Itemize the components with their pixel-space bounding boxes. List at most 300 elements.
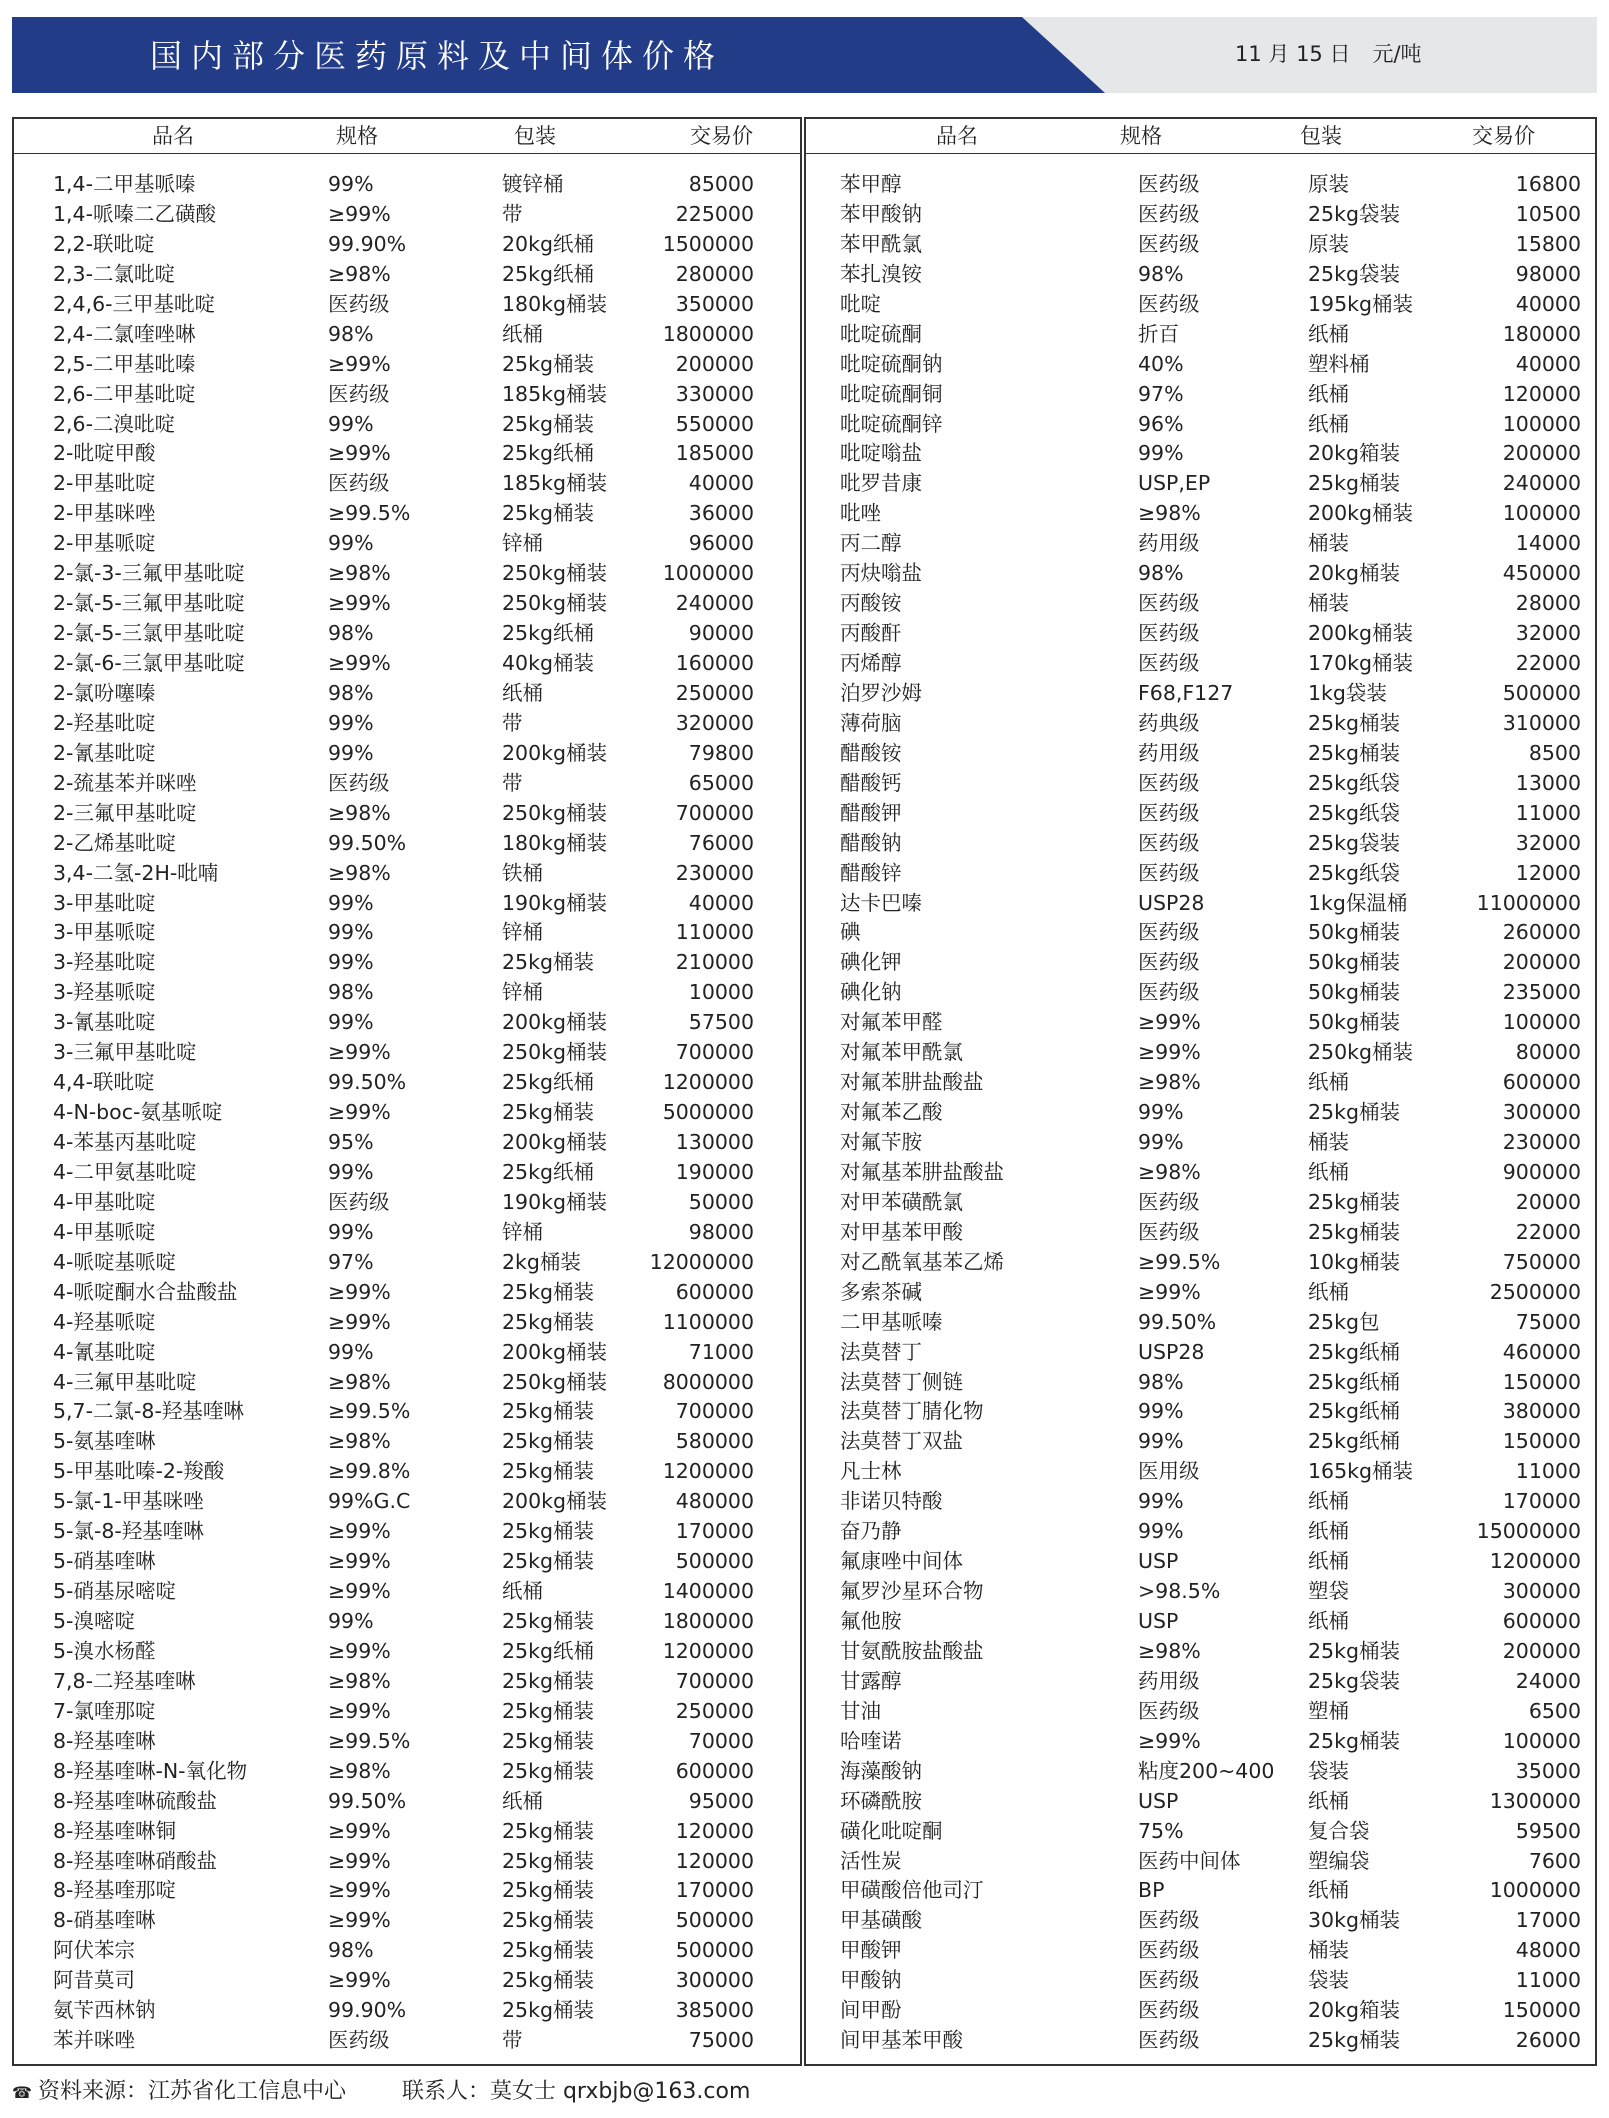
cell-price: 7600: [1528, 1848, 1581, 1873]
cell-price: 12000000: [649, 1249, 754, 1274]
cell-name: 5-硝基喹啉: [53, 1549, 156, 1574]
cell-package: 带: [502, 770, 523, 795]
cell-package: 25kg桶装: [502, 1549, 594, 1574]
cell-spec: 医药级: [1138, 950, 1200, 975]
cell-spec: 医药级: [1138, 172, 1200, 196]
cell-price: 700000: [675, 1040, 754, 1065]
table-row: [14, 1846, 800, 1876]
table-row: [806, 2025, 1595, 2055]
cell-name: 丙炔嗡盐: [840, 561, 922, 586]
cell-price: 15000000: [1476, 1519, 1581, 1544]
left-price-table: [14, 117, 800, 2066]
table-row: [806, 858, 1595, 888]
cell-price: 48000: [1515, 1938, 1581, 1963]
cell-name: 醋酸锌: [840, 860, 902, 885]
cell-name: 2-巯基苯并咪唑: [53, 770, 197, 795]
cell-price: 1800000: [662, 321, 754, 346]
table-row: [806, 319, 1595, 349]
cell-price: 250000: [675, 1698, 754, 1723]
cell-name: 5-氯-1-甲基咪唑: [53, 1489, 204, 1514]
cell-package: 纸桶: [1308, 321, 1349, 346]
cell-spec: ≥98%: [328, 1369, 391, 1394]
cell-package: 25kg桶装: [502, 1668, 594, 1693]
cell-package: 165kg桶装: [1308, 1459, 1414, 1484]
cell-name: 醋酸钙: [840, 770, 902, 795]
cell-name: 4-哌啶酮水合盐酸盐: [53, 1279, 238, 1304]
cell-spec: ≥98%: [1138, 1638, 1201, 1663]
cell-price: 260000: [1502, 920, 1581, 945]
cell-package: 纸桶: [1308, 411, 1349, 436]
table-row: [14, 1995, 800, 2025]
table-row: [806, 1606, 1595, 1636]
cell-price: 1200000: [662, 1638, 754, 1663]
cell-name: 氨苄西林钠: [53, 1998, 156, 2023]
table-row: [806, 1576, 1595, 1606]
table-row: [14, 1546, 800, 1576]
cell-package: 铁桶: [502, 860, 543, 885]
cell-price: 700000: [675, 1399, 754, 1424]
cell-price: 750000: [1502, 1249, 1581, 1274]
date-label: 11 月 15 日: [1235, 42, 1351, 66]
cell-package: 锌桶: [502, 980, 543, 1005]
contact-text: 联系人：莫女士 qrxbjb@163.com: [401, 2079, 751, 2104]
cell-price: 700000: [675, 800, 754, 825]
cell-spec: ≥99.8%: [328, 1459, 411, 1484]
cell-price: 600000: [1502, 1609, 1581, 1633]
cell-package: 纸桶: [1308, 1609, 1349, 1633]
cell-price: 1400000: [662, 1579, 754, 1604]
cell-name: 3-甲基吡啶: [53, 890, 156, 915]
cell-price: 120000: [1502, 381, 1581, 406]
cell-spec: 99%: [1138, 1519, 1184, 1544]
cell-spec: ≥99%: [328, 1848, 391, 1873]
cell-spec: ≥99%: [328, 591, 391, 616]
cell-name: 碘: [840, 920, 861, 945]
cell-name: 吡啶硫酮钠: [840, 351, 943, 376]
cell-spec: ≥99%: [328, 1279, 391, 1304]
cell-price: 20000: [1515, 1189, 1581, 1214]
table-row: [14, 1307, 800, 1337]
table-row: [14, 1037, 800, 1067]
cell-spec: ≥99.5%: [328, 1728, 411, 1753]
cell-spec: 99%: [1138, 441, 1184, 466]
cell-name: 8-羟基喹啉铜: [53, 1818, 176, 1843]
cell-name: 8-羟基喹啉硝酸盐: [53, 1848, 217, 1873]
cell-package: 纸桶: [502, 321, 543, 346]
cell-spec: 医药级: [328, 471, 390, 496]
cell-spec: 医药级: [328, 1189, 390, 1214]
table-row: [14, 1935, 800, 1965]
cell-spec: ≥99%: [1138, 1279, 1201, 1304]
cell-name: 吡唑: [840, 501, 881, 526]
cell-price: 95000: [688, 1788, 754, 1813]
cell-package: 25kg桶装: [1308, 2028, 1400, 2053]
cell-package: 200kg桶装: [1308, 621, 1414, 646]
cell-spec: 医药级: [1138, 201, 1200, 226]
cell-spec: 医药级: [1138, 621, 1200, 646]
cell-name: 8-羟基喹啉硫酸盐: [53, 1788, 217, 1813]
cell-price: 480000: [675, 1489, 754, 1514]
cell-price: 17000: [1515, 1908, 1581, 1933]
cell-spec: 医药级: [1138, 1908, 1200, 1933]
cell-package: 170kg桶装: [1308, 651, 1414, 675]
table-row: [14, 259, 800, 289]
table-row: [806, 379, 1595, 409]
cell-price: 79800: [688, 740, 754, 765]
cell-package: 25kg桶装: [502, 1519, 594, 1544]
cell-price: 310000: [1502, 710, 1581, 735]
cell-name: 甘露醇: [840, 1668, 902, 1693]
footer: [12, 2075, 750, 2109]
table-row: [14, 1396, 800, 1426]
cell-name: 4-氰基吡啶: [53, 1339, 156, 1364]
table-body: [14, 169, 800, 2055]
cell-package: 20kg纸桶: [502, 231, 594, 256]
cell-price: 550000: [675, 411, 754, 436]
cell-price: 300000: [675, 1968, 754, 1993]
cell-package: 250kg桶装: [502, 561, 608, 586]
cell-name: 对氟苯甲醛: [840, 1010, 943, 1035]
cell-package: 25kg桶装: [502, 950, 594, 975]
table-row: [14, 1666, 800, 1696]
cell-price: 5000000: [662, 1100, 754, 1125]
cell-spec: 98%: [328, 321, 374, 346]
cell-package: 25kg纸桶: [502, 1159, 594, 1184]
cell-price: 120000: [675, 1818, 754, 1843]
table-row: [806, 1516, 1595, 1546]
table-row: [14, 1576, 800, 1606]
table-row: [806, 1636, 1595, 1666]
cell-name: 吡啶: [840, 291, 881, 316]
table-row: [14, 1127, 800, 1157]
cell-name: 4-N-boc-氨基哌啶: [53, 1100, 223, 1125]
cell-price: 250000: [675, 680, 754, 705]
cell-spec: 99%: [328, 1010, 374, 1035]
table-row: [14, 678, 800, 708]
cell-spec: 药用级: [1138, 740, 1200, 765]
cell-name: 3-甲基哌啶: [53, 920, 156, 945]
table-row: [806, 169, 1595, 199]
cell-spec: 96%: [1138, 411, 1184, 436]
cell-package: 塑桶: [1308, 1698, 1349, 1723]
cell-spec: 99%: [328, 1609, 374, 1633]
cell-name: 5-溴嘧啶: [53, 1609, 135, 1633]
cell-name: 吡啶嗡盐: [840, 441, 922, 466]
cell-spec: BP: [1138, 1878, 1165, 1903]
cell-spec: 药用级: [1138, 1668, 1200, 1693]
cell-name: 1,4-哌嗪二乙磺酸: [53, 201, 216, 226]
table-row: [14, 917, 800, 947]
table-row: [806, 1905, 1595, 1935]
cell-package: 50kg桶装: [1308, 920, 1400, 945]
cell-package: 200kg桶装: [502, 1010, 608, 1035]
cell-package: 复合袋: [1308, 1818, 1370, 1843]
cell-spec: 药典级: [1138, 710, 1200, 735]
cell-spec: 98%: [1138, 1369, 1184, 1394]
cell-price: 200000: [1502, 950, 1581, 975]
cell-spec: 99.90%: [328, 1998, 407, 2023]
cell-package: 25kg纸袋: [1308, 800, 1400, 825]
cell-name: 4-三氟甲基吡啶: [53, 1369, 197, 1394]
cell-name: 奋乃静: [840, 1519, 902, 1544]
cell-price: 96000: [688, 531, 754, 556]
table-row: [14, 977, 800, 1007]
col-header-spec: 规格: [336, 124, 378, 148]
cell-name: 2-氯吩噻嗪: [53, 680, 156, 705]
table-row: [14, 349, 800, 379]
cell-name: 对氟基苯肼盐酸盐: [840, 1159, 1004, 1184]
cell-package: 25kg纸桶: [1308, 1339, 1400, 1364]
cell-spec: 99%G.C: [328, 1489, 411, 1514]
col-header-package: 包装: [514, 124, 556, 148]
table-row: [806, 828, 1595, 858]
table-row: [14, 498, 800, 528]
cell-package: 25kg纸桶: [1308, 1429, 1400, 1454]
cell-package: 锌桶: [502, 531, 543, 556]
cell-spec: 95%: [328, 1130, 374, 1154]
table-row: [806, 409, 1595, 439]
cell-spec: 99%: [328, 1159, 374, 1184]
cell-package: 纸桶: [1308, 1519, 1349, 1544]
table-row: [806, 1247, 1595, 1277]
cell-spec: 医药级: [1138, 1998, 1200, 2023]
cell-package: 25kg桶装: [502, 1399, 594, 1424]
cell-name: 丙酸酐: [840, 621, 902, 646]
cell-price: 130000: [675, 1130, 754, 1154]
cell-price: 230000: [1502, 1130, 1581, 1154]
col-header-name: 品名: [936, 124, 978, 148]
table-row: [806, 618, 1595, 648]
table-row: [806, 1367, 1595, 1397]
cell-spec: ≥99%: [328, 1100, 391, 1125]
cell-name: 2-乙烯基吡啶: [53, 830, 176, 855]
cell-price: 50000: [688, 1189, 754, 1214]
cell-price: 8000000: [662, 1369, 754, 1394]
cell-spec: 医药级: [1138, 770, 1200, 795]
cell-name: 2-氯-5-三氯甲基吡啶: [53, 621, 245, 646]
cell-price: 28000: [1515, 591, 1581, 616]
cell-package: 纸桶: [1308, 1788, 1349, 1813]
cell-spec: 98%: [328, 1938, 374, 1963]
table-header: [14, 117, 800, 154]
cell-name: 5,7-二氯-8-羟基喹啉: [53, 1399, 244, 1424]
cell-spec: 99.50%: [1138, 1309, 1217, 1334]
cell-name: 间甲酚: [840, 1998, 902, 2023]
cell-spec: 99.50%: [328, 1070, 407, 1095]
cell-package: 锌桶: [502, 1219, 543, 1244]
cell-spec: ≥99%: [328, 1698, 391, 1723]
cell-package: 25kg桶装: [502, 1728, 594, 1753]
cell-price: 1100000: [662, 1309, 754, 1334]
cell-name: 2,5-二甲基吡嗪: [53, 351, 196, 376]
cell-package: 25kg桶装: [1308, 1189, 1400, 1214]
cell-spec: 医药级: [1138, 1219, 1200, 1244]
cell-spec: 99%: [328, 1219, 374, 1244]
cell-spec: 医药级: [1138, 830, 1200, 855]
cell-spec: ≥99%: [328, 1878, 391, 1903]
table-row: [806, 1217, 1595, 1247]
table-row: [806, 1546, 1595, 1576]
cell-spec: ≥99.5%: [1138, 1249, 1221, 1274]
cell-spec: 医药级: [328, 770, 390, 795]
cell-package: 原装: [1308, 172, 1349, 196]
cell-price: 600000: [675, 1279, 754, 1304]
cell-price: 120000: [675, 1848, 754, 1873]
cell-price: 16800: [1515, 172, 1581, 196]
cell-package: 190kg桶装: [502, 1189, 608, 1214]
cell-package: 25kg桶装: [502, 1848, 594, 1873]
cell-package: 250kg桶装: [502, 1369, 608, 1394]
cell-package: 25kg纸桶: [1308, 1399, 1400, 1424]
cell-package: 25kg袋装: [1308, 830, 1400, 855]
table-row: [806, 678, 1595, 708]
unit-label: 元/吨: [1372, 42, 1422, 66]
cell-price: 500000: [675, 1549, 754, 1574]
cell-package: 25kg桶装: [502, 1698, 594, 1723]
cell-spec: ≥99%: [1138, 1728, 1201, 1753]
table-row: [806, 1816, 1595, 1846]
cell-package: 25kg纸桶: [502, 1638, 594, 1663]
cell-name: 甲磺酸倍他司汀: [840, 1878, 984, 1903]
cell-name: 磺化吡啶酮: [840, 1818, 943, 1843]
cell-package: 桶装: [1308, 531, 1349, 556]
cell-spec: ≥99%: [328, 1818, 391, 1843]
table-row: [14, 708, 800, 738]
cell-price: 1500000: [662, 231, 754, 256]
table-row: [806, 1666, 1595, 1696]
cell-price: 26000: [1515, 2028, 1581, 2053]
cell-name: 2-氯-3-三氟甲基吡啶: [53, 561, 245, 586]
cell-price: 13000: [1515, 770, 1581, 795]
table-row: [14, 1217, 800, 1247]
cell-name: 苯扎溴铵: [840, 261, 922, 286]
cell-name: 2-氯-5-三氟甲基吡啶: [53, 591, 245, 616]
cell-name: 8-羟基喹啉-N-氧化物: [53, 1758, 248, 1783]
cell-package: 200kg桶装: [502, 1339, 608, 1364]
cell-spec: ≥98%: [328, 860, 391, 885]
cell-spec: 97%: [1138, 381, 1184, 406]
cell-price: 330000: [675, 381, 754, 406]
cell-price: 22000: [1515, 1219, 1581, 1244]
cell-price: 40000: [688, 471, 754, 496]
cell-name: 7,8-二羟基喹啉: [53, 1668, 196, 1693]
table-row: [806, 1875, 1595, 1905]
cell-spec: ≥98%: [1138, 1070, 1201, 1095]
cell-package: 25kg桶装: [1308, 710, 1400, 735]
cell-price: 1000000: [662, 561, 754, 586]
cell-spec: USP: [1138, 1788, 1179, 1813]
cell-price: 380000: [1502, 1399, 1581, 1424]
cell-name: 2-甲基吡啶: [53, 471, 156, 496]
cell-price: 59500: [1515, 1818, 1581, 1843]
table-row: [14, 1696, 800, 1726]
table-row: [806, 708, 1595, 738]
cell-spec: ≥99%: [328, 1549, 391, 1574]
cell-package: 25kg桶装: [502, 1998, 594, 2023]
cell-name: 海藻酸钠: [840, 1758, 922, 1783]
cell-name: 甲基磺酸: [840, 1908, 922, 1933]
right-price-table: [806, 117, 1595, 2066]
table-row: [14, 618, 800, 648]
table-row: [14, 1097, 800, 1127]
table-row: [14, 229, 800, 259]
cell-price: 1000000: [1489, 1878, 1581, 1903]
cell-package: 25kg袋装: [1308, 1668, 1400, 1693]
cell-package: 25kg桶装: [502, 1758, 594, 1783]
cell-name: 法莫替丁双盐: [840, 1429, 963, 1454]
cell-spec: 99%: [328, 411, 374, 436]
cell-name: 3,4-二氢-2H-吡喃: [53, 860, 219, 885]
cell-price: 225000: [675, 201, 754, 226]
cell-spec: USP28: [1138, 1339, 1205, 1364]
cell-name: 2-氰基吡啶: [53, 740, 156, 765]
cell-package: 桶装: [1308, 591, 1349, 616]
cell-package: 25kg桶装: [502, 1459, 594, 1484]
table-row: [806, 738, 1595, 768]
cell-name: 苯并咪唑: [53, 2028, 135, 2053]
cell-name: 5-甲基吡嗪-2-羧酸: [53, 1459, 225, 1484]
cell-spec: ≥98%: [1138, 501, 1201, 526]
cell-spec: ≥98%: [328, 1758, 391, 1783]
cell-name: 氟康唑中间体: [840, 1549, 963, 1574]
cell-price: 65000: [688, 770, 754, 795]
cell-package: 纸桶: [1308, 1159, 1349, 1184]
cell-name: 阿昔莫司: [53, 1968, 135, 1993]
table-row: [806, 1187, 1595, 1217]
cell-name: 4-二甲氨基吡啶: [53, 1159, 197, 1184]
cell-spec: ≥98%: [328, 1668, 391, 1693]
cell-name: 苯甲酸钠: [840, 201, 922, 226]
cell-package: 250kg桶装: [502, 591, 608, 616]
cell-name: 苯甲醇: [840, 172, 902, 196]
cell-package: 50kg桶装: [1308, 980, 1400, 1005]
cell-package: 25kg袋装: [1308, 201, 1400, 226]
cell-spec: 医用级: [1138, 1459, 1200, 1484]
table-row: [14, 1007, 800, 1037]
cell-price: 76000: [688, 830, 754, 855]
cell-name: 5-氨基喹啉: [53, 1429, 156, 1454]
cell-price: 11000: [1515, 800, 1581, 825]
cell-spec: ≥98%: [328, 561, 391, 586]
cell-spec: 99%: [1138, 1399, 1184, 1424]
cell-price: 40000: [688, 890, 754, 915]
table-row: [14, 1606, 800, 1636]
cell-package: 200kg桶装: [502, 740, 608, 765]
cell-name: 2-甲基咪唑: [53, 501, 156, 526]
cell-package: 25kg桶装: [502, 1938, 594, 1963]
cell-price: 14000: [1515, 531, 1581, 556]
cell-spec: ≥98%: [328, 1429, 391, 1454]
cell-spec: 98%: [328, 980, 374, 1005]
date-unit: [1235, 36, 1444, 72]
table-header: [806, 117, 1595, 154]
cell-package: 200kg桶装: [502, 1130, 608, 1154]
cell-name: 5-溴水杨醛: [53, 1638, 156, 1663]
cell-package: 25kg桶装: [502, 1609, 594, 1633]
cell-spec: 医药级: [1138, 2028, 1200, 2053]
cell-price: 75000: [688, 2028, 754, 2053]
cell-price: 100000: [1502, 1010, 1581, 1035]
cell-spec: 98%: [328, 621, 374, 646]
cell-package: 25kg桶装: [502, 1279, 594, 1304]
table-row: [14, 1187, 800, 1217]
cell-package: 250kg桶装: [502, 800, 608, 825]
table-row: [14, 1367, 800, 1397]
cell-spec: 99%: [328, 1339, 374, 1364]
table-row: [806, 1426, 1595, 1456]
cell-price: 160000: [675, 651, 754, 675]
cell-spec: 99%: [328, 710, 374, 735]
